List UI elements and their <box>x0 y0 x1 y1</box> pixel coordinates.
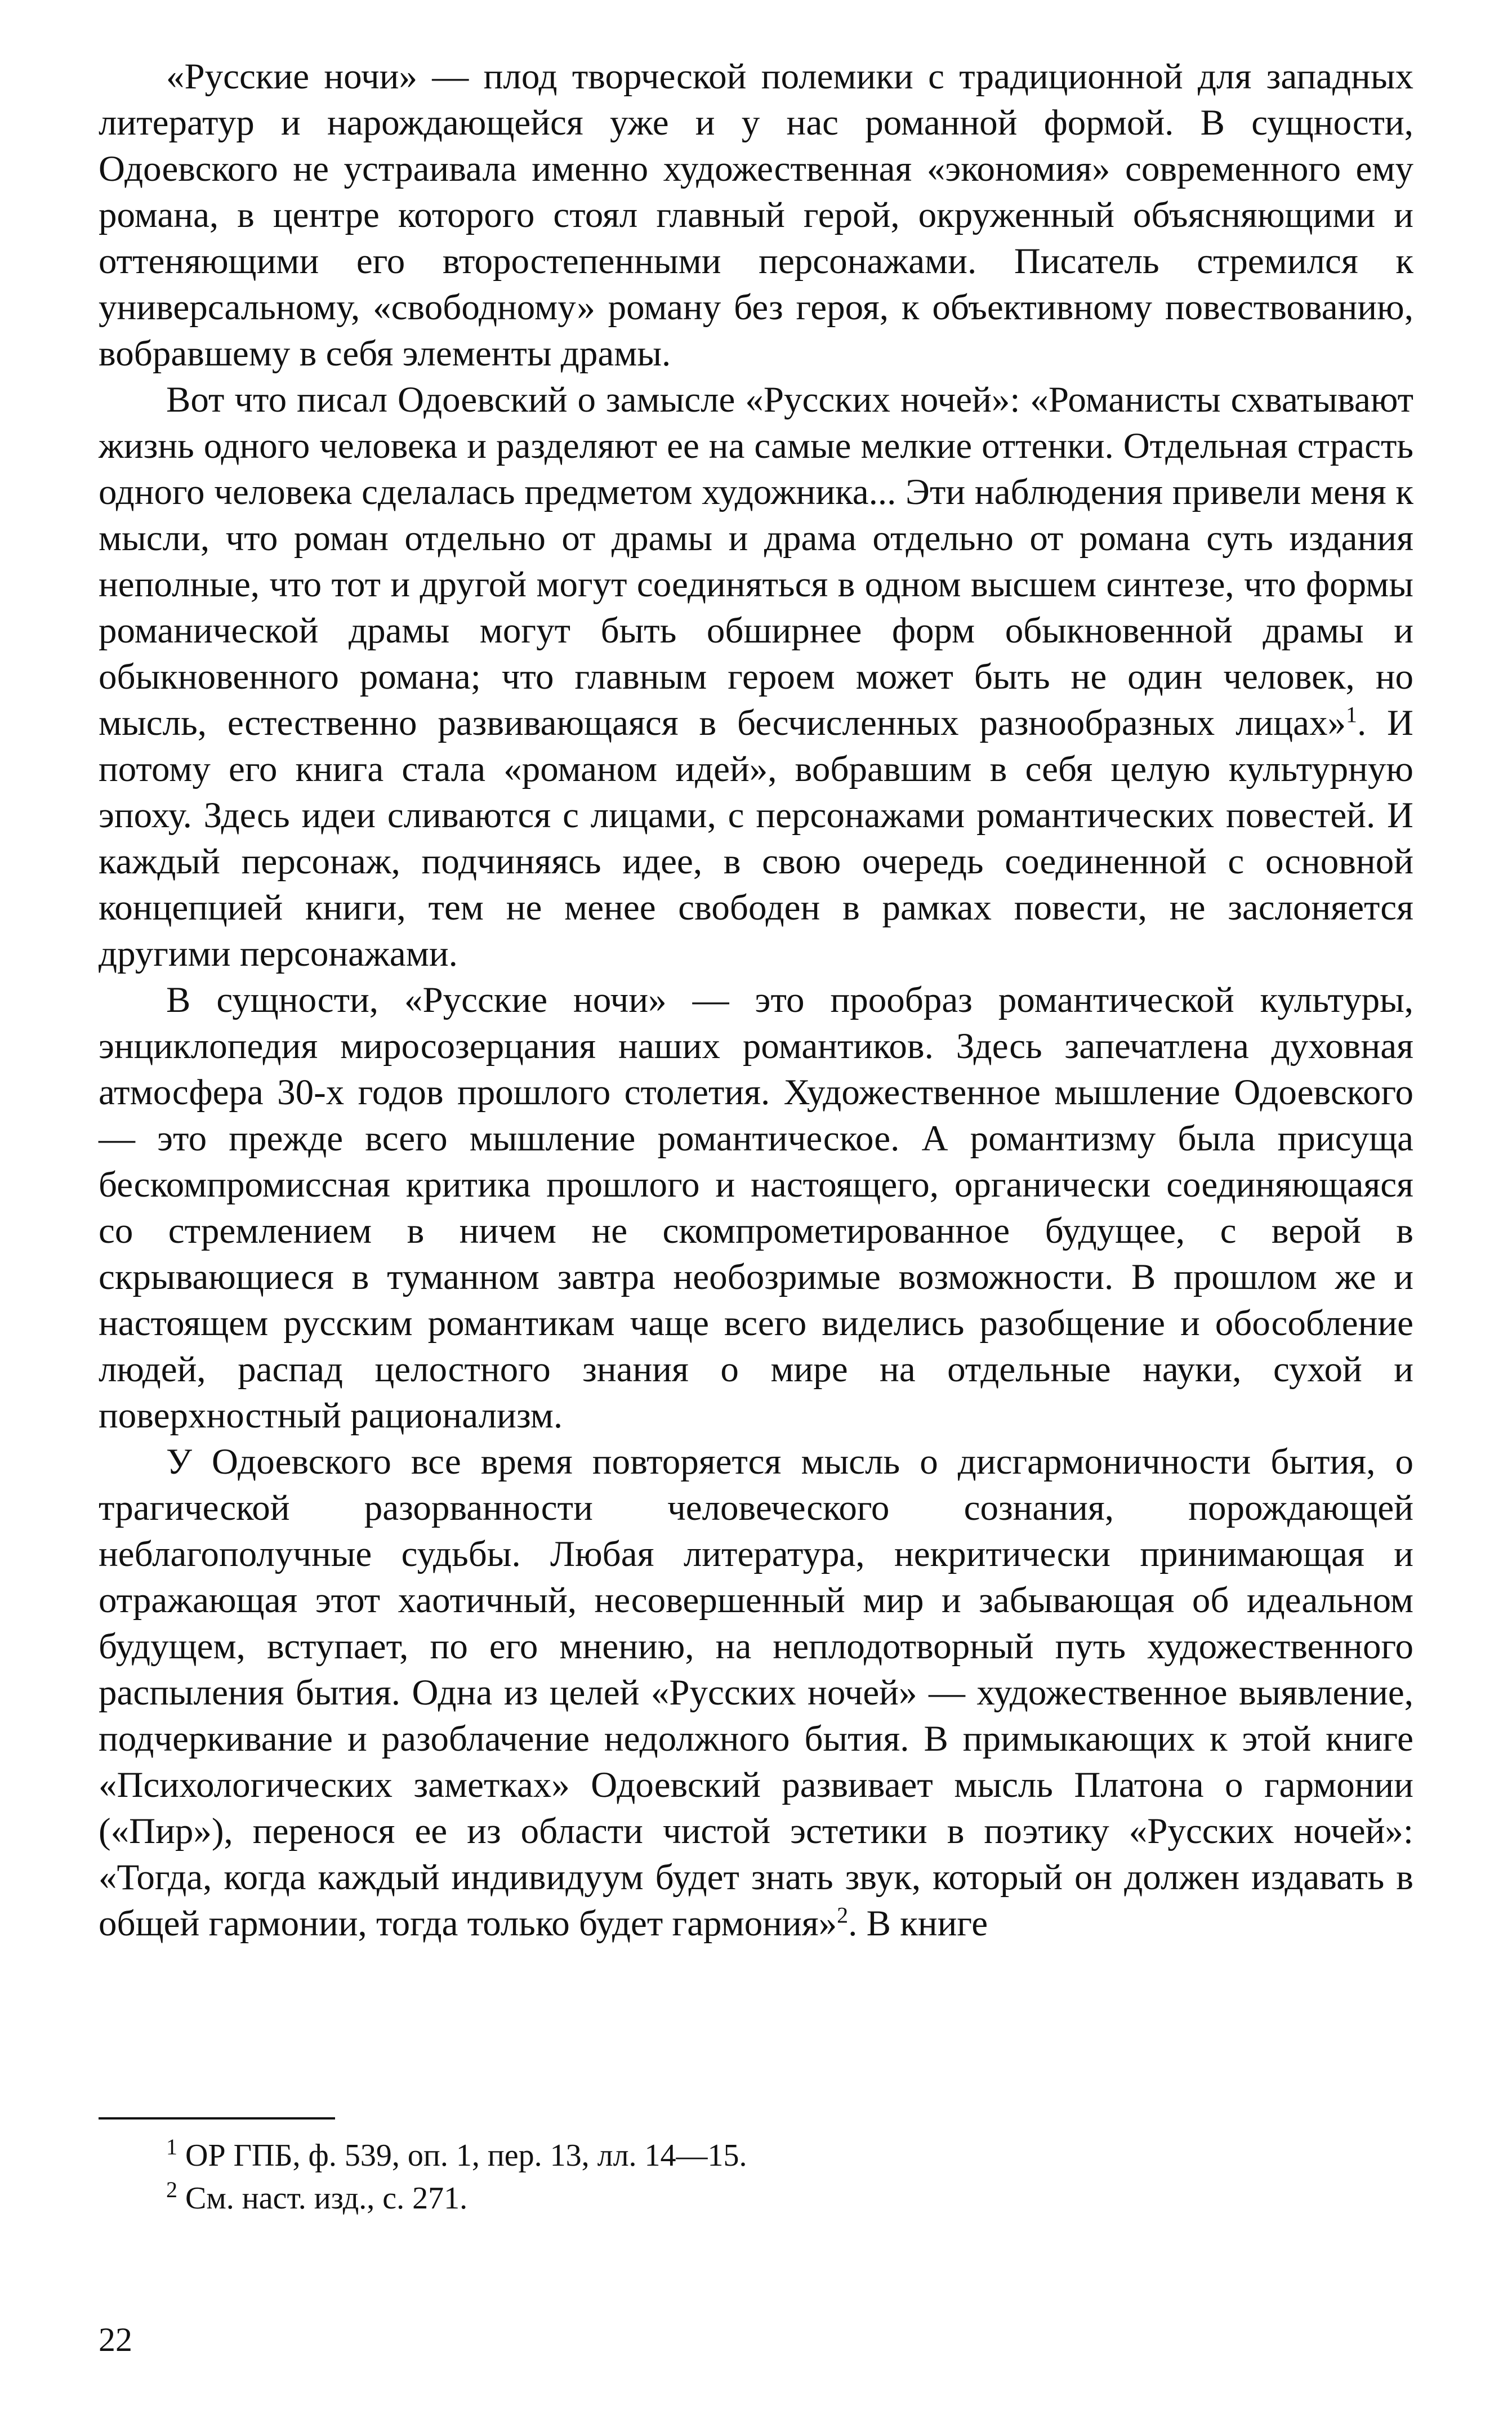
paragraph-4 <box>99 1439 1413 1947</box>
paragraph-4-text-a: У Одоевского все время повторяется мысль о дисгармоничности бытия, о трагической разорванности человеческого сознания, порождающей неблагополучные судьбы. Любая литература, некритически принимающая и отражающая этот хаотичный, несовершенный мир и забывающая об идеальном будущем, вступает, по его мнению, на неплодотворный путь художественного распыления бытия. Одна из целей «Русских ночей» — художественное выявление, подчеркивание и разоблачение недолжного бытия. В примыкающих к этой книге «Психологических заметках» Одоевский развивает мысль Платона о гармонии («Пир»), перенося ее из области чистой эстетики в поэтику «Русских ночей»: «Тогда, когда каждый индивидуум будет знать звук, который он должен издавать в общей гармонии, тогда только будет гармония» <box>99 1442 1413 1944</box>
footnote-ref-2: 2 <box>837 1902 849 1928</box>
page-number: 22 <box>99 2321 132 2358</box>
paragraph-1: «Русские ночи» — плод творческой полемики с традиционной для западных литератур и нарождающейся уже и у нас романной формой. В сущности, Одоевского не устраивала именно художественная «экономия» современного ему романа, в центре которого стоял главный герой, окруженный объясняющими и оттеняющими его второстепенными персонажами. Писатель стремился к универсальному, «свободному» роману без героя, к объективному повествованию, вобравшему в себя элементы драмы. <box>99 56 1413 374</box>
footnote-1-number: 1 <box>166 2134 177 2160</box>
footnote-1 <box>166 2134 1413 2177</box>
paragraph-4-text-b: . В книге <box>848 1903 988 1944</box>
paragraph-2-text-a: Вот что писал Одоевский о замысле «Русских ночей»: «Романисты схватывают жизнь одного человека и разделяют ее на самые мелкие оттенки. Отдельная страсть одного человека сделалась предметом художника... Эти наблюдения привели меня к мысли, что роман отдельно от драмы и драма отдельно от романа суть издания неполные, что тот и другой могут соединяться в одном высшем синтезе, что формы романической драмы могут быть обширнее форм обыкновенной драмы и обыкновенного романа; что главным героем может быть не один человек, но мысль, естественно развивающаяся в бесчисленных разнообразных лицах» <box>99 380 1413 743</box>
footnote-2-text: См. наст. изд., с. 271. <box>185 2181 468 2216</box>
page-body <box>99 53 1413 1947</box>
paragraph-3: В сущности, «Русские ночи» — это прообраз романтической культуры, энциклопедия миросозерцания наших романтиков. Здесь запечатлена духовная атмосфера 30-х годов прошлого столетия. Художественное мышление Одоевского — это прежде всего мышление романтическое. А романтизму была присуща бескомпромиссная критика прошлого и настоящего, органически соединяющаяся со стремлением в ничем не скомпрометированное будущее, с верой в скрывающиеся в туманном завтра необозримые возможности. В прошлом же и настоящем русским романтикам чаще всего виделись разобщение и обособление людей, распад целостного знания о мире на отдельные науки, сухой и поверхностный рационализм. <box>99 980 1413 1436</box>
footnote-2 <box>166 2177 1413 2220</box>
footnote-1-text: ОР ГПБ, ф. 539, оп. 1, пер. 13, лл. 14—15. <box>185 2138 747 2173</box>
footnote-divider <box>99 2117 335 2119</box>
paragraph-2 <box>99 377 1413 977</box>
footnote-ref-1: 1 <box>1345 702 1357 728</box>
footnote-2-number: 2 <box>166 2177 177 2203</box>
footnotes <box>166 2134 1413 2220</box>
paragraph-2-text-b: . И потому его книга стала «романом идей», вобравшим в себя целую культурную эпоху. Здесь идеи сливаются с лицами, с персонажами романтических повестей. И каждый персонаж, подчиняясь идее, в свою очередь соединенной с основной концепцией книги, тем не менее свободен в рамках повести, не заслоняется другими персонажами. <box>99 703 1413 974</box>
